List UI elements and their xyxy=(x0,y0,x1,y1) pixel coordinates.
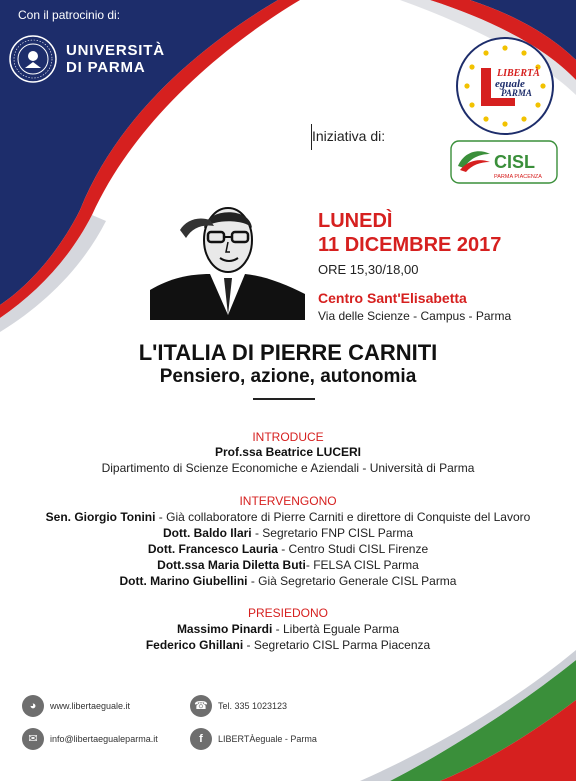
libertaeguale-line2: eguale xyxy=(495,78,525,90)
speaker-row xyxy=(0,574,576,588)
introducer-name: Prof.ssa Beatrice LUCERI xyxy=(214,445,362,459)
speaker-role: - FELSA CISL Parma xyxy=(305,558,419,572)
event-date: 11 DICEMBRE 2017 xyxy=(318,234,502,256)
cisl-logo-name: CISL xyxy=(494,152,536,172)
initiative-label: Iniziativa di: xyxy=(312,128,386,144)
event-day: LUNEDÌ xyxy=(318,210,393,232)
speaker-role: - Centro Studi CISL Firenze xyxy=(277,542,429,556)
introducer-affiliation: Dipartimento di Scienze Economiche e Aziendali - Università di Parma xyxy=(101,461,475,475)
speaker-name: Dott. Marino Giubellini xyxy=(119,574,248,588)
chair-name: Massimo Pinardi xyxy=(176,622,273,636)
university-seal-logo xyxy=(8,34,58,84)
cisl-logo-sub: PARMA PIACENZA xyxy=(494,174,542,180)
libertaeguale-line3: PARMA xyxy=(501,88,532,98)
libertaeguale-line1: LIBERTÀ xyxy=(497,68,540,79)
website-link[interactable]: www.libertaeguale.it xyxy=(50,701,131,711)
portrait-image xyxy=(150,190,305,320)
email-link[interactable]: info@libertaegualeparma.it xyxy=(50,734,158,744)
facebook-icon: f xyxy=(190,728,212,750)
phone-number[interactable]: Tel. 335 1023123 xyxy=(218,701,288,711)
speaker-name: Dott. Francesco Lauria xyxy=(147,542,278,556)
speaker-role: - Già collaboratore di Pierre Carniti e direttore di Conquiste del Lavoro xyxy=(155,510,531,524)
speaker-name: Sen. Giorgio Tonini xyxy=(45,510,156,524)
university-name-line1: UNIVERSITÀ xyxy=(66,42,165,59)
speaker-role: - Già Segretario Generale CISL Parma xyxy=(247,574,457,588)
libertaeguale-logo xyxy=(455,36,555,136)
chairs-heading: PRESIEDONO xyxy=(247,606,328,620)
main-subtitle: Pensiero, azione, autonomia xyxy=(159,366,417,387)
speaker-name: Dott. Baldo Ilari xyxy=(162,526,252,540)
event-time: ORE 15,30/18,00 xyxy=(318,262,419,277)
chair-role: - Segretario CISL Parma Piacenza xyxy=(243,638,431,652)
event-venue: Centro Sant'Elisabetta xyxy=(318,290,467,306)
cisl-logo xyxy=(450,140,558,184)
speakers-heading: INTERVENGONO xyxy=(239,494,337,508)
speaker-row xyxy=(0,510,576,524)
main-title: L'ITALIA DI PIERRE CARNITI xyxy=(138,340,438,365)
chair-name: Federico Ghillani xyxy=(145,638,244,652)
speaker-row xyxy=(0,542,576,556)
globe-icon: ◕ xyxy=(22,695,44,717)
phone-icon: ☎ xyxy=(190,695,212,717)
mail-icon: ✉ xyxy=(22,728,44,750)
facebook-link[interactable]: LIBERTÀeguale - Parma xyxy=(218,734,317,744)
chair-role: - Libertà Eguale Parma xyxy=(272,622,400,636)
chair-row xyxy=(0,622,576,636)
speaker-name: Dott.ssa Maria Diletta Buti xyxy=(157,558,306,572)
title-divider xyxy=(253,398,315,400)
speaker-row xyxy=(0,526,576,540)
speaker-row xyxy=(0,558,576,572)
event-address: Via delle Scienze - Campus - Parma xyxy=(318,309,512,323)
university-name xyxy=(66,42,165,76)
patronage-label: Con il patrocinio di: xyxy=(18,8,121,22)
introduce-heading: INTRODUCE xyxy=(252,430,324,444)
chair-row xyxy=(0,638,576,652)
university-name-line2: DI PARMA xyxy=(66,59,146,76)
speaker-role: - Segretario FNP CISL Parma xyxy=(251,526,414,540)
